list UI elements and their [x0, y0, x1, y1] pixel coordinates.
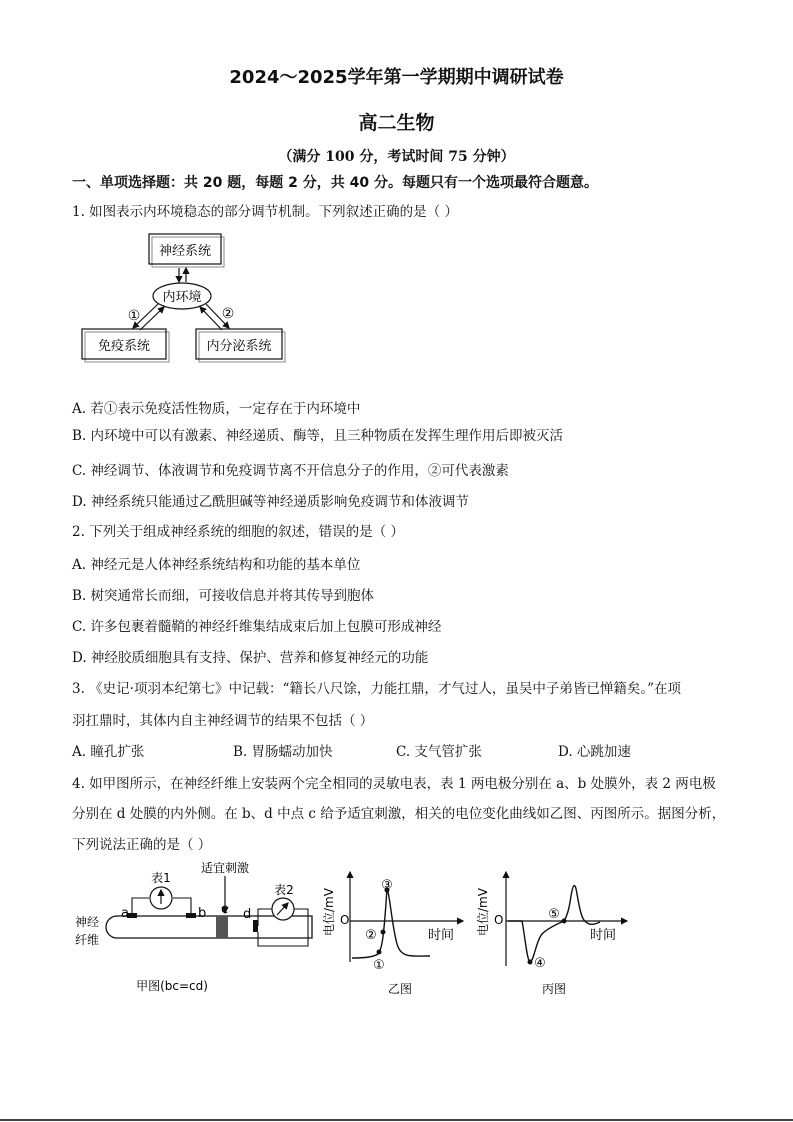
stimulus-label: 适宜刺激	[200, 861, 250, 875]
yi-ylabel: 电位/mV	[322, 888, 336, 936]
internal-environment-label: 内环境	[162, 290, 202, 305]
q4-stem-line1: 4. 如甲图所示，在神经纤维上安装两个完全相同的灵敏电表，表 1 两电极分别在 a、b 处膜外，表 2 两电极	[72, 776, 716, 792]
q2-option-c: C. 许多包裹着髓鞘的神经纤维集结成束后加上包膜可形成神经	[72, 619, 442, 635]
section-heading: 一、单项选择题：共 20 题，每题 2 分，共 40 分。每题只有一个选项最符合题意。	[72, 175, 598, 191]
endocrine-system-label: 内分泌系统	[206, 339, 272, 354]
figure-bing	[472, 866, 632, 1000]
subject-title: 高二生物	[358, 112, 435, 134]
figure-bing-caption: 丙图	[541, 982, 567, 996]
page-bottom-rule	[0, 1119, 793, 1121]
point-a: a	[121, 906, 129, 921]
yi-xlabel: 时间	[428, 928, 455, 943]
fiber-label-2: 纤维	[75, 933, 100, 947]
yi-curve	[352, 888, 430, 958]
q3-stem-line2: 羽扛鼎时，其体内自主神经调节的结果不包括（ ）	[72, 713, 374, 729]
q2-option-b: B. 树突通常长而细，可接收信息并将其传导到胞体	[72, 588, 375, 604]
point-b: b	[198, 906, 207, 921]
exam-note: （满分 100 分，考试时间 75 分钟）	[278, 149, 515, 165]
q2-option-d: D. 神经胶质细胞具有支持、保护、营养和修复神经元的功能	[72, 650, 429, 666]
meter-1-label: 表1	[151, 871, 171, 885]
meter-2-label: 表2	[274, 883, 294, 897]
nervous-system-label: 神经系统	[158, 244, 212, 259]
q4-stem-line2: 分别在 d 处膜的内外侧。在 b、d 中点 c 给予适宜刺激，相关的电位变化曲线如乙图、丙图所示。据图分析，	[72, 806, 726, 822]
q3-stem-line1: 3. 《史记·项羽本纪第七》中记载：“籍长八尺馀，力能扛鼎，才气过人，虽吴中子弟皆已惮籍矣。”在项	[72, 681, 682, 697]
point-d: d	[243, 907, 252, 922]
yi-origin: O	[340, 913, 350, 927]
q1-option-c: C. 神经调节、体液调节和免疫调节离不开信息分子的作用，②可代表激素	[72, 463, 509, 479]
q4-stem-line3: 下列说法正确的是（ ）	[72, 837, 212, 853]
q3-option-d: D. 心跳加速	[558, 744, 631, 760]
figure-yi	[318, 866, 468, 1000]
exam-title: 2024～2025学年第一学期期中调研试卷	[229, 67, 564, 88]
q3-option-b: B. 胃肠蠕动加快	[233, 744, 333, 760]
q1-stem: 1. 如图表示内环境稳态的部分调节机制。下列叙述正确的是（ ）	[72, 204, 458, 220]
stimulus-point	[216, 916, 228, 938]
yi-marker-1: ①	[373, 958, 385, 973]
yi-marker-2: ②	[365, 928, 377, 943]
bing-xlabel: 时间	[590, 928, 617, 943]
bing-origin: O	[494, 913, 504, 927]
q1-diagram	[76, 228, 296, 364]
figure-jia-caption: 甲图(bc=cd)	[136, 979, 208, 993]
point-c: c	[221, 902, 229, 917]
q1-option-b: B. 内环境中可以有激素、神经递质、酶等，且三种物质在发挥生理作用后即被灭活	[72, 428, 564, 444]
figure-yi-caption: 乙图	[387, 982, 413, 996]
q2-stem: 2. 下列关于组成神经系统的细胞的叙述，错误的是（ ）	[72, 524, 404, 540]
figure-jia	[72, 858, 317, 1000]
q1-option-a: A. 若①表示免疫活性物质，一定存在于内环境中	[72, 401, 361, 417]
bing-curve	[508, 886, 600, 962]
q3-option-a: A. 瞳孔扩张	[72, 744, 145, 760]
bing-marker-4: ④	[534, 956, 546, 971]
q3-option-c: C. 支气管扩张	[396, 744, 482, 760]
marker-2: ②	[221, 306, 235, 322]
immune-system-label: 免疫系统	[97, 339, 151, 354]
marker-1: ①	[127, 308, 141, 324]
yi-marker-3: ③	[381, 878, 393, 893]
bing-marker-5: ⑤	[548, 907, 560, 922]
q2-option-a: A. 神经元是人体神经系统结构和功能的基本单位	[72, 557, 361, 573]
bing-ylabel: 电位/mV	[476, 888, 490, 936]
fiber-label-1: 神经	[75, 915, 100, 929]
q1-option-d: D. 神经系统只能通过乙酰胆碱等神经递质影响免疫调节和体液调节	[72, 494, 469, 510]
